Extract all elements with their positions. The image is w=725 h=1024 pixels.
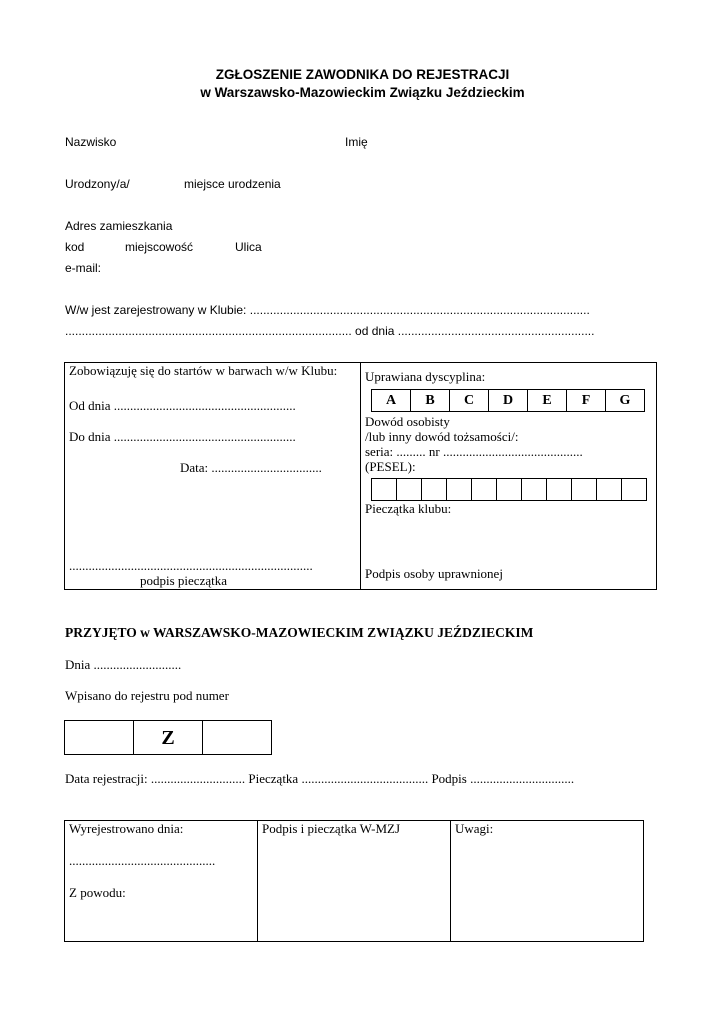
discipline-grid (371, 389, 645, 412)
accepted-date-field: Dnia ........................... (65, 657, 182, 672)
id-doc-other-label: /lub inny dowód tożsamości/: (365, 429, 519, 444)
column-divider (360, 362, 361, 590)
pesel-grid (371, 478, 647, 501)
deregistration-date-dots: ............................................. (69, 853, 216, 868)
surname-label: Nazwisko (65, 135, 117, 149)
discipline-cell-g[interactable]: G (606, 390, 645, 412)
id-series-number-field: seria: ......... nr ........................................... (365, 444, 583, 459)
born-label: Urodzony/a/ (65, 177, 130, 191)
pesel-cell[interactable] (497, 479, 522, 501)
date-field: Data: .................................. (180, 460, 322, 475)
deregistration-table (64, 820, 644, 942)
pesel-label: (PESEL): (365, 459, 416, 474)
pesel-cell[interactable] (472, 479, 497, 501)
register-number-label: Wpisano do rejestru pod numer (65, 688, 229, 703)
signature-stamp-label: podpis pieczątka (140, 573, 227, 588)
deregistration-divider-1 (257, 820, 258, 942)
deregistration-divider-2 (450, 820, 451, 942)
pesel-cell[interactable] (522, 479, 547, 501)
firstname-label: Imię (345, 135, 368, 149)
signature-dots: ........................................................................... (69, 558, 313, 573)
email-label: e-mail: (65, 261, 102, 275)
deregistration-reason-label: Z powodu: (69, 885, 126, 900)
discipline-cell-a[interactable]: A (372, 390, 411, 412)
street-label: Ulica (235, 240, 262, 254)
register-cell-1[interactable] (65, 721, 134, 755)
wmzj-signature-stamp-label: Podpis i pieczątka W-MZJ (262, 821, 401, 836)
accepted-heading: PRZYJĘTO w WARSZAWSKO-MAZOWIECKIM ZWIĄZKU JEŹDZIECKIM (65, 625, 534, 640)
pesel-cell[interactable] (422, 479, 447, 501)
discipline-label: Uprawiana dyscyplina: (365, 369, 486, 384)
discipline-cell-c[interactable]: C (450, 390, 489, 412)
city-label: miejscowość (125, 240, 194, 254)
register-number-grid (64, 720, 272, 755)
to-date-field: Do dnia ........................................................ (69, 429, 296, 444)
id-doc-label: Dowód osobisty (365, 414, 450, 429)
pesel-cell[interactable] (447, 479, 472, 501)
club-stamp-label: Pieczątka klubu: (365, 501, 452, 516)
authorized-signature-label: Podpis osoby uprawnionej (365, 566, 503, 581)
postcode-label: kod (65, 240, 85, 254)
registration-date-stamp-signature-line: Data rejestracji: ............................. Pieczątka ....................................... Podpis ................................ (65, 771, 575, 786)
form-title: ZGŁOSZENIE ZAWODNIKA DO REJESTRACJI (215, 67, 510, 82)
register-cell-3[interactable] (203, 721, 272, 755)
notes-label: Uwagi: (455, 821, 494, 836)
pesel-cell[interactable] (572, 479, 597, 501)
register-cell-z: Z (134, 721, 203, 755)
commitment-text: Zobowiązuję się do startów w barwach w/w Klubu: (69, 363, 338, 378)
deregistration-date-label: Wyrejestrowano dnia: (69, 821, 184, 836)
pesel-cell[interactable] (547, 479, 572, 501)
club-registered-line: W/w jest zarejestrowany w Klubie: ...................................................................................................... (65, 303, 590, 317)
address-label: Adres zamieszkania (65, 219, 173, 233)
birthplace-label: miejsce urodzenia (184, 177, 281, 191)
club-since-line: ...................................................................................... od dnia ........................................................... (65, 324, 595, 338)
discipline-cell-e[interactable]: E (528, 390, 567, 412)
pesel-cell[interactable] (397, 479, 422, 501)
pesel-cell[interactable] (622, 479, 647, 501)
discipline-cell-d[interactable]: D (489, 390, 528, 412)
from-date-field: Od dnia ........................................................ (69, 398, 296, 413)
pesel-cell[interactable] (597, 479, 622, 501)
form-subtitle: w Warszawsko-Mazowieckim Związku Jeździeckim (200, 85, 525, 100)
pesel-cell[interactable] (372, 479, 397, 501)
discipline-cell-b[interactable]: B (411, 390, 450, 412)
discipline-cell-f[interactable]: F (567, 390, 606, 412)
